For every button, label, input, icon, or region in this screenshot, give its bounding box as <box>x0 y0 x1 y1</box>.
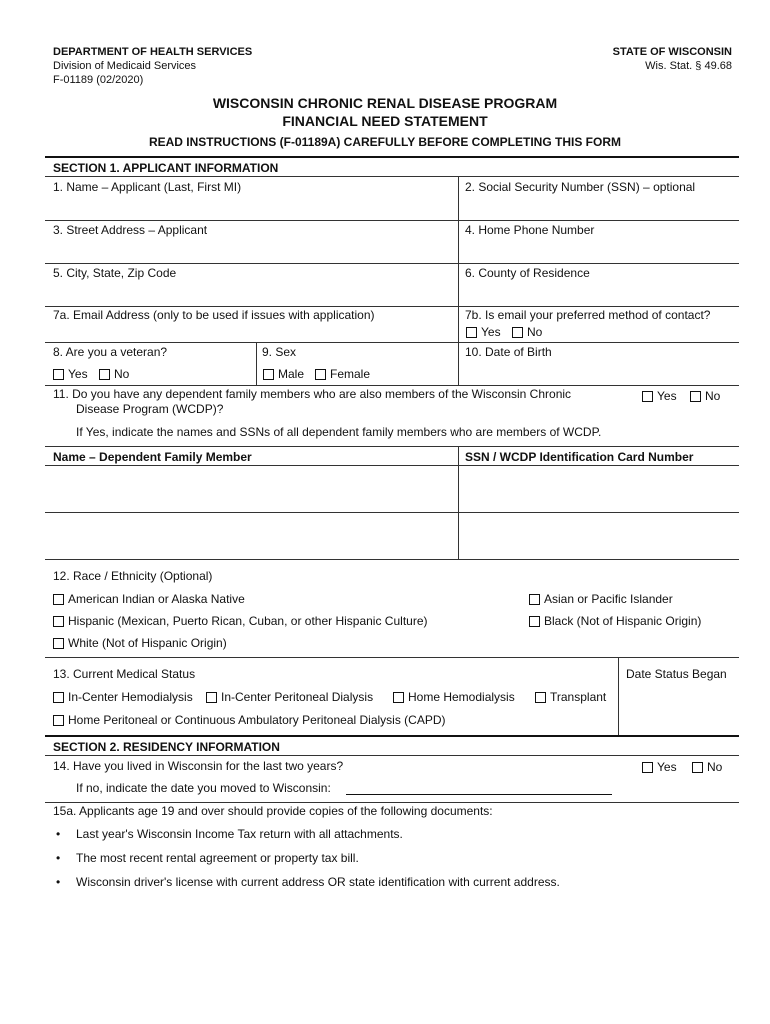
checkbox[interactable] <box>529 616 540 627</box>
question-11-note: If Yes, indicate the names and SSNs of all dependent family members who are members of WCDP. <box>76 425 602 439</box>
race-black-option[interactable]: Black (Not of Hispanic Origin) <box>529 614 701 628</box>
field-9-label: 9. Sex <box>262 345 297 359</box>
date-status-began-field[interactable] <box>620 686 738 734</box>
row-rule <box>45 342 739 343</box>
document-item-2: The most recent rental agreement or property tax bill. <box>76 851 359 865</box>
question-11-line1: 11. Do you have any dependent family members who are also members of the Wisconsin Chronic <box>53 387 572 401</box>
dependent-ssn-header: SSN / WCDP Identification Card Number <box>465 450 694 464</box>
state-name: STATE OF WISCONSIN <box>612 46 732 58</box>
row-rule <box>45 755 739 756</box>
medical-capd-option[interactable]: Home Peritoneal or Continuous Ambulatory Peritoneal Dialysis (CAPD) <box>53 713 446 727</box>
row-rule <box>45 220 739 221</box>
checkbox[interactable] <box>393 692 404 703</box>
field-5-label: 5. City, State, Zip Code <box>53 266 177 280</box>
medical-transplant-option[interactable]: Transplant <box>535 690 606 704</box>
field-4-label: 4. Home Phone Number <box>465 223 595 237</box>
section2-top-rule <box>45 735 739 737</box>
lived-in-wisconsin-no-option[interactable]: No <box>692 760 722 774</box>
column-divider <box>256 342 257 386</box>
checkbox[interactable] <box>642 762 653 773</box>
date-moved-input[interactable] <box>346 780 612 795</box>
race-asian-option[interactable]: Asian or Pacific Islander <box>529 592 673 606</box>
checkbox[interactable] <box>53 594 64 605</box>
checkbox[interactable] <box>53 692 64 703</box>
checkbox[interactable] <box>692 762 703 773</box>
checkbox[interactable] <box>53 616 64 627</box>
question-14-label: 14. Have you lived in Wisconsin for the last two years? <box>53 759 344 773</box>
dependent-ssn-cell-1[interactable] <box>459 466 739 512</box>
bullet-icon: • <box>56 875 61 889</box>
checkbox[interactable] <box>263 369 274 380</box>
email-preferred-no-option[interactable]: No <box>512 325 542 339</box>
checkbox[interactable] <box>690 391 701 402</box>
document-item-3: Wisconsin driver's license with current address OR state identification with current address. <box>76 875 560 889</box>
sex-female-option[interactable]: Female <box>315 367 370 381</box>
race-american-indian-option[interactable]: American Indian or Alaska Native <box>53 592 245 606</box>
checkbox[interactable] <box>512 327 523 338</box>
sex-male-option[interactable]: Male <box>263 367 304 381</box>
column-divider <box>458 176 459 386</box>
bullet-icon: • <box>56 851 61 865</box>
row-rule <box>45 657 739 658</box>
dependent-ssn-cell-2[interactable] <box>459 513 739 559</box>
checkbox[interactable] <box>53 638 64 649</box>
row-rule <box>45 306 739 307</box>
checkbox[interactable] <box>466 327 477 338</box>
email-preferred-yes-option[interactable]: Yes <box>466 325 501 339</box>
bullet-icon: • <box>56 827 61 841</box>
form-title-line1: WISCONSIN CHRONIC RENAL DISEASE PROGRAM <box>212 95 558 111</box>
checkbox[interactable] <box>535 692 546 703</box>
date-status-began-label: Date Status Began <box>626 667 727 681</box>
veteran-yes-option[interactable]: Yes <box>53 367 88 381</box>
question-14-note: If no, indicate the date you moved to Wisconsin: <box>76 781 331 795</box>
document-item-1: Last year's Wisconsin Income Tax return with all attachments. <box>76 827 403 841</box>
checkbox[interactable] <box>99 369 110 380</box>
race-hispanic-option[interactable]: Hispanic (Mexican, Puerto Rican, Cuban, or other Hispanic Culture) <box>53 614 428 628</box>
row-rule <box>45 802 739 803</box>
statute-reference: Wis. Stat. § 49.68 <box>645 60 732 72</box>
table-bottom-rule <box>45 559 739 560</box>
dependent-name-header: Name – Dependent Family Member <box>53 450 252 464</box>
checkbox[interactable] <box>206 692 217 703</box>
section1-top-rule <box>45 156 739 158</box>
field-3-label: 3. Street Address – Applicant <box>53 223 208 237</box>
field-8-label: 8. Are you a veteran? <box>53 345 168 359</box>
field-2-label: 2. Social Security Number (SSN) – optional <box>465 180 696 194</box>
section2-heading: SECTION 2. RESIDENCY INFORMATION <box>53 740 280 754</box>
checkbox[interactable] <box>53 715 64 726</box>
field-6-label: 6. County of Residence <box>465 266 590 280</box>
dependent-name-cell-1[interactable] <box>46 466 457 512</box>
medical-in-center-peritoneal-option[interactable]: In-Center Peritoneal Dialysis <box>206 690 373 704</box>
division-name: Division of Medicaid Services <box>53 60 197 72</box>
question-11-line2: Disease Program (WCDP)? <box>76 402 224 416</box>
medical-in-center-hemodialysis-option[interactable]: In-Center Hemodialysis <box>53 690 193 704</box>
row-rule <box>45 385 739 386</box>
field-10-label: 10. Date of Birth <box>465 345 552 359</box>
form-number: F-01189 (02/2020) <box>53 74 144 86</box>
medical-home-hemodialysis-option[interactable]: Home Hemodialysis <box>393 690 515 704</box>
dependent-name-cell-2[interactable] <box>46 513 457 559</box>
checkbox[interactable] <box>315 369 326 380</box>
checkbox[interactable] <box>642 391 653 402</box>
lived-in-wisconsin-yes-option[interactable]: Yes <box>642 760 677 774</box>
question-13-label: 13. Current Medical Status <box>53 667 196 681</box>
dependents-no-option[interactable]: No <box>690 389 720 403</box>
question-12-label: 12. Race / Ethnicity (Optional) <box>53 569 213 583</box>
checkbox[interactable] <box>529 594 540 605</box>
department-name: DEPARTMENT OF HEALTH SERVICES <box>53 46 253 58</box>
row-rule <box>45 176 739 177</box>
row-rule <box>45 263 739 264</box>
instructions-note: READ INSTRUCTIONS (F-01189A) CAREFULLY BEFORE COMPLETING THIS FORM <box>148 135 622 149</box>
field-7a-label: 7a. Email Address (only to be used if issues with application) <box>53 308 375 322</box>
race-white-option[interactable]: White (Not of Hispanic Origin) <box>53 636 227 650</box>
form-title-line2: FINANCIAL NEED STATEMENT <box>282 113 488 129</box>
question-15a-label: 15a. Applicants age 19 and over should provide copies of the following documents: <box>53 804 493 818</box>
table-top-rule <box>45 446 739 447</box>
section1-heading: SECTION 1. APPLICANT INFORMATION <box>53 161 279 175</box>
field-1-label: 1. Name – Applicant (Last, First MI) <box>53 180 242 194</box>
column-divider <box>618 657 619 735</box>
dependents-yes-option[interactable]: Yes <box>642 389 677 403</box>
checkbox[interactable] <box>53 369 64 380</box>
veteran-no-option[interactable]: No <box>99 367 129 381</box>
field-7b-label: 7b. Is email your preferred method of contact? <box>465 308 711 322</box>
